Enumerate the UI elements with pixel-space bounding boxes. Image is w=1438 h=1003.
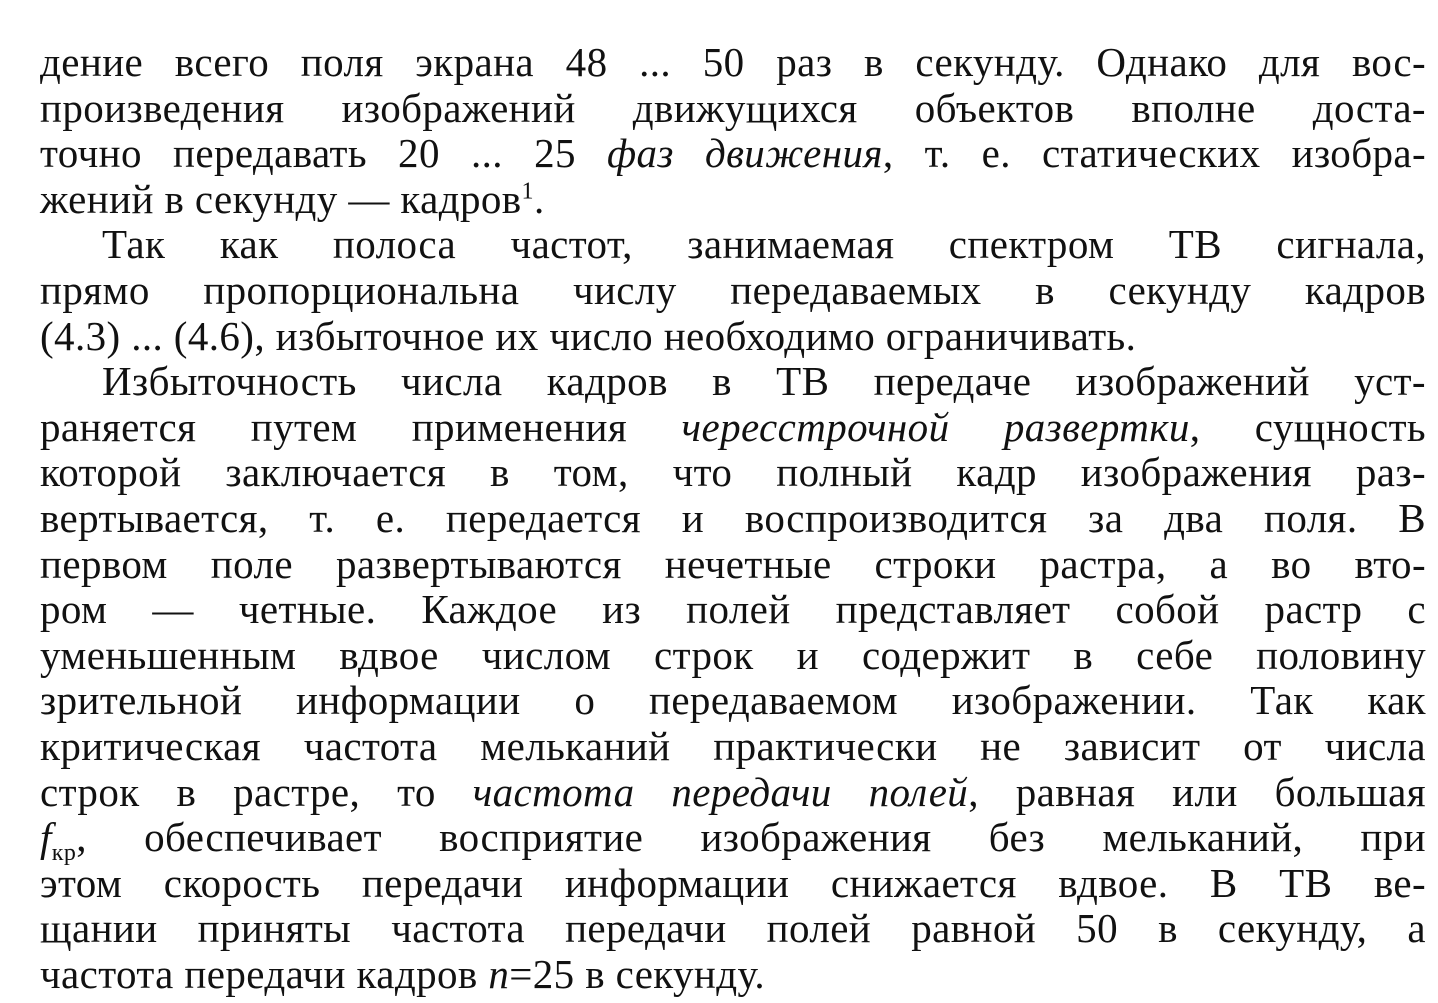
- text-line: [40, 587, 1426, 633]
- text-run: первом поле развертываются нечетные строки растра, а во вто-: [40, 540, 1426, 587]
- subscript: кр: [51, 840, 77, 867]
- text-run: произведения изображений движущихся объектов вполне доста-: [40, 84, 1426, 131]
- text-line: [40, 86, 1426, 132]
- italic-term: фаз движения: [607, 130, 883, 177]
- text-line: [40, 542, 1426, 588]
- text-line: [40, 40, 1426, 86]
- paragraph: [40, 359, 1426, 997]
- text-run: Так как полоса частот, занимаемая спектром ТВ сигнала,: [102, 221, 1426, 268]
- italic-term: чересстрочной развертки: [681, 403, 1190, 450]
- text-line: [40, 861, 1426, 907]
- text-run: жений в секунду — кадров: [40, 175, 522, 222]
- text-line: [40, 450, 1426, 496]
- text-run: частота передачи кадров: [40, 950, 489, 997]
- text-run: прямо пропорциональна числу передаваемых в секунду кадров: [40, 266, 1426, 313]
- text-run: , сущность: [1189, 403, 1426, 450]
- paragraph: [40, 40, 1426, 222]
- italic-term: n: [488, 950, 510, 997]
- text-run: дение всего поля экрана 48 ... 50 раз в секунду. Однако для вос-: [40, 39, 1426, 85]
- text-line: [40, 359, 1426, 405]
- text-line: [40, 177, 1426, 223]
- text-line: [40, 314, 1426, 360]
- text-run: , равная или большая: [968, 768, 1426, 815]
- text-line: [40, 633, 1426, 679]
- text-run: уменьшенным вдвое числом строк и содержит в себе половину: [40, 631, 1426, 678]
- text-run: точно передавать 20 ... 25: [40, 130, 608, 177]
- text-line: [40, 724, 1426, 770]
- text-run: ром — четные. Каждое из полей представляет собой растр с: [40, 586, 1426, 633]
- page-text: [40, 40, 1426, 997]
- footnote-marker: 1: [521, 178, 534, 205]
- paragraph: [40, 222, 1426, 359]
- text-run: этом скорость передачи информации снижается вдвое. В ТВ ве-: [40, 859, 1426, 906]
- text-line: [40, 906, 1426, 952]
- text-line: [40, 496, 1426, 542]
- text-line: [40, 678, 1426, 724]
- text-run: =25 в секунду.: [509, 950, 765, 997]
- text-run: раняется путем применения: [40, 403, 682, 450]
- text-run: , обеспечивает восприятие изображения без мельканий, при: [76, 814, 1426, 861]
- text-line: [40, 131, 1426, 177]
- text-run: щании приняты частота передачи полей равной 50 в секунду, а: [40, 905, 1426, 952]
- text-run: которой заключается в том, что полный кадр изображения раз-: [40, 449, 1426, 496]
- text-line: [40, 222, 1426, 268]
- text-line: [40, 770, 1426, 816]
- text-run: , т. е. статических изобра-: [882, 130, 1427, 177]
- text-run: критическая частота мельканий практически не зависит от числа: [40, 722, 1426, 769]
- italic-term: частота передачи полей: [472, 768, 969, 815]
- text-line: [40, 268, 1426, 314]
- text-line: [40, 405, 1426, 451]
- italic-term: f: [40, 814, 52, 861]
- text-run: .: [533, 175, 545, 222]
- text-run: Избыточность числа кадров в ТВ передаче изображений уст-: [102, 358, 1426, 405]
- text-line: [40, 814, 1426, 867]
- text-run: вертывается, т. е. передается и воспроизводится за два поля. В: [40, 494, 1426, 541]
- text-run: зрительной информации о передаваемом изображении. Так как: [40, 677, 1426, 724]
- text-line: [40, 952, 1426, 998]
- text-run: (4.3) ... (4.6), избыточное их число необходимо ограничивать.: [40, 312, 1137, 359]
- book-page: [40, 40, 1426, 997]
- text-run: строк в растре, то: [40, 768, 473, 815]
